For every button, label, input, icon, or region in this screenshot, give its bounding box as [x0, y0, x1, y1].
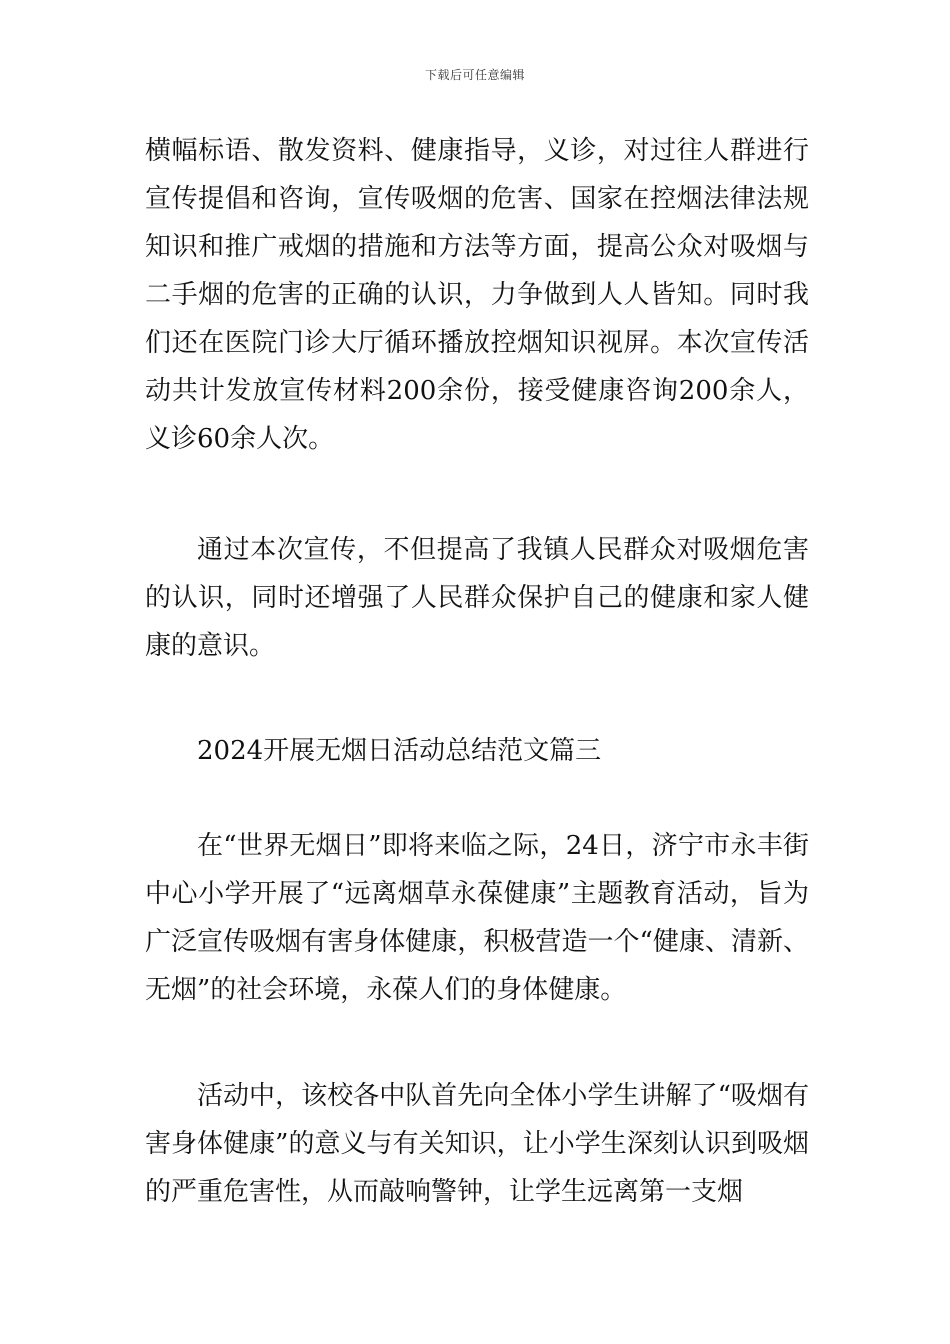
- paragraph-campaign-results: 通过本次宣传，不但提高了我镇人民群众对吸烟危害的认识，同时还增强了人民群众保护自己的健康和家人健康的意识。: [145, 535, 809, 661]
- paragraph-campaign-activities: 横幅标语、散发资料、健康指导，义诊，对过往人群进行宣传提倡和咨询，宣传吸烟的危害、国家在控烟法律法规知识和推广戒烟的措施和方法等方面，提高公众对吸烟与二手烟的危害的正确的认识，力争做到人人皆知。同时我们还在医院门诊大厅循环播放控烟知识视屏。本次宣传活动共计发放宣传材料200余份，接受健康咨询200余人，义诊60余人次。: [145, 136, 809, 454]
- page-header-note: 下载后可任意编辑: [424, 68, 525, 82]
- paragraph-school-event-intro: 在“世界无烟日”即将来临之际，24日，济宁市永丰街中心小学开展了“远离烟草永葆健康”主题教育活动，旨为广泛宣传吸烟有害身体健康，积极营造一个“健康、清新、无烟”的社会环境，永葆人们的身体健康。: [145, 831, 809, 1005]
- section-heading: 2024开展无烟日活动总结范文篇三: [197, 736, 602, 766]
- paragraph-school-event-details: 活动中，该校各中队首先向全体小学生讲解了“吸烟有害身体健康”的意义与有关知识，让小学生深刻认识到吸烟的严重危害性，从而敲响警钟，让学生远离第一支烟: [145, 1081, 809, 1207]
